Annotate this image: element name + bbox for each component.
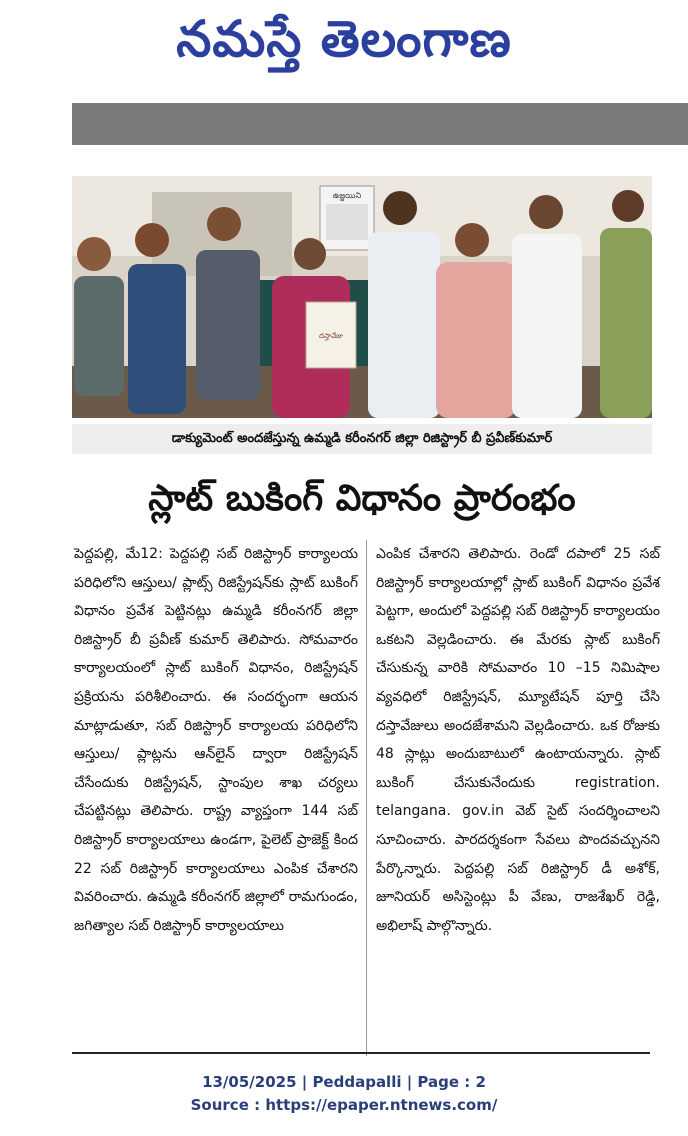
article-column-2: ఎంపిక చేశారని తెలిపారు. రెండో దపాలో 25 సబ్ రిజిస్ట్రార్ కార్యాలయాల్లో స్లాట్ బుకింగ్ విధానం ప్రవేశ పెట్టగా, అందులో పెద్దపల్లి సబ్ రిజిస్ట్రార్ కార్యాలయం ఒకటని వెల్లడించారు. ఈ మేరకు స్లాట్ బుకింగ్ చేసుకున్న వారికి సోమవారం 10 –15 నిమిషాల వ్యవధిలో రిజిస్ట్రేషన్, మ్యూటేషన్ పూర్తి చేసి దస్తావేజులు అందజేశామని వెల్లడించారు. ఒక రోజుకు 48 స్లాట్లు అందుబాటులో ఉంటాయన్నారు. స్లాట్ బుకింగ్ చేసుకునేందుకు registration. telangana. gov.in వెబ్ సైట్ సందర్శించాలని సూచించారు. పారదర్శకంగా సేవలు పొందవచ్చునని పేర్కొన్నారు. పెద్దపల్లి సబ్ రిజిస్ట్రార్ డీ అశోక్, జూనియర్ అసిస్టెంట్లు పీ వేణు, రాజశేఖర్ రెడ్డి, అభిలాష్ పాల్గొన్నారు. (376, 546, 660, 934)
document-label: దస్తావేజు (319, 332, 343, 340)
group-photo-illustration (72, 176, 652, 418)
footer-source-link[interactable]: Source : https://epaper.ntnews.com/ (190, 1096, 498, 1114)
masthead (0, 0, 688, 90)
column-divider (366, 540, 367, 1056)
bottom-divider (72, 1052, 650, 1054)
article-headline: స్లాట్ బుకింగ్ విధానం ప్రారంభం (148, 478, 576, 519)
photo-caption: డాక్యుమెంట్ అందజేస్తున్న ఉమ్మడి కరీంనగర్ జిల్లా రిజిస్ట్రార్ బీ ప్రవీణ్‌కుమార్ (72, 424, 652, 454)
news-photo (72, 176, 652, 418)
grey-banner (72, 103, 688, 145)
newspaper-title: నమస్తే తెలంగాణ (176, 9, 512, 68)
footer-date-edition: 13/05/2025 | Peddapalli | Page : 2 (202, 1073, 486, 1091)
wall-calendar-label: ఉజ్జయిని (332, 191, 362, 200)
article-column-1: పెద్దపల్లి, మే12: పెద్దపల్లి సబ్ రిజిస్ట్రార్ కార్యాలయ పరిధిలోని ఆస్తులు/ ప్లాట్స్ రిజిస్ట్రేషన్‌కు స్లాట్ బుకింగ్ విధానం ప్రవేశ పెట్టినట్లు ఉమ్మడి కరీంనగర్ జిల్లా రిజిస్ట్రార్ బీ ప్రవీణ్ కుమార్ తెలిపారు. సోమవారం కార్యాలయంలో స్లాట్ బుకింగ్ విధానం, రిజిస్ట్రేషన్ ప్రక్రియను పరిశీలించారు. ఈ సందర్భంగా ఆయన మాట్లాడుతూ, సబ్ రిజిస్ట్రార్ కార్యాలయ పరిధిలోని ఆస్తులు/ ప్లాట్లను ఆన్‌లైన్ ద్వారా రిజిస్ట్రేషన్ చేసేందుకు రిజిస్ట్రేషన్, స్టాంపుల శాఖ చర్యలు చేపట్టినట్లు తెలిపారు. రాష్ట్ర వ్యాప్తంగా 144 సబ్ రిజిస్ట్రార్ కార్యాలయాలు ఉండగా, పైలెట్ ప్రాజెక్ట్ కింద 22 సబ్ రిజిస్ట్రార్ కార్యాలయాలు ఎంపిక చేశారని వివరించారు. ఉమ్మడి కరీంనగర్ జిల్లాలో రామగుండం, జగిత్యాల సబ్ రిజిస్ట్రార్ కార్యాలయాలు (74, 546, 358, 934)
